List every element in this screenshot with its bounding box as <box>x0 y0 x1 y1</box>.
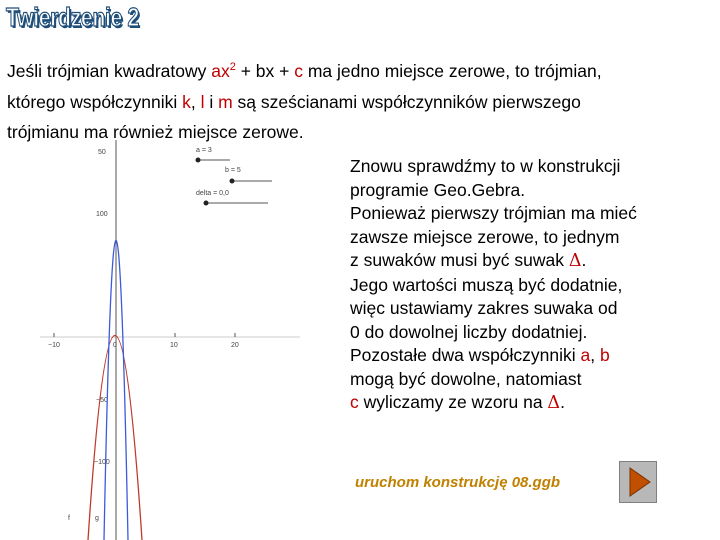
slider-a[interactable] <box>196 147 231 163</box>
svg-text:delta = 0,0: delta = 0,0 <box>196 190 229 197</box>
explanation-line: c wyliczamy ze wzoru na Δ. <box>350 392 565 413</box>
explanation-line: programie Geo.Gebra. <box>350 179 526 200</box>
y-tick-label: −50 <box>96 397 108 404</box>
svg-text:b = 5: b = 5 <box>225 167 241 174</box>
geogebra-graph <box>40 140 300 540</box>
x-tick-label: 20 <box>231 342 239 349</box>
explanation-line: mogą być dowolne, natomiast <box>350 368 582 389</box>
theorem-line-2: którego współczynniki k, l i m są sześcianami współczynników pierwszego <box>7 91 581 112</box>
play-icon <box>620 462 656 502</box>
y-tick-label: 100 <box>96 211 108 218</box>
play-button[interactable] <box>619 461 657 503</box>
explanation-line: 0 do dowolnej liczby dodatniej. <box>350 321 588 342</box>
explanation-line: zawsze miejsce zerowe, to jednym <box>350 226 620 247</box>
explanation-line: Ponieważ pierwszy trójmian ma mieć <box>350 203 637 223</box>
theorem-line-1: Jeśli trójmian kwadratowy $ax^2$ + bx + c ma jedno miejsce zerowe, to trójmian, <box>7 61 602 81</box>
y-tick-label: −100 <box>94 459 110 466</box>
explanation-line: więc ustawiamy zakres suwaka od <box>350 298 618 318</box>
curve-label-g: g <box>95 515 99 522</box>
x-tick-label: −10 <box>48 342 60 349</box>
x-tick-label: 0 <box>113 342 117 349</box>
run-construction-link[interactable]: uruchom konstrukcję 08.ggb <box>355 474 561 491</box>
y-tick-label: 50 <box>98 149 106 156</box>
slide-title: Twierdzenie 2 <box>6 2 139 32</box>
theorem-line-3: trójmianu ma również miejsce zerowe. <box>7 122 304 142</box>
svg-text:a = 3: a = 3 <box>196 147 212 154</box>
explanation-line: z suwaków musi być suwak Δ. <box>350 250 587 271</box>
explanation-line: Znowu sprawdźmy to w konstrukcji <box>350 156 621 176</box>
x-tick-label: 10 <box>170 342 178 349</box>
explanation-line: Jego wartości muszą być dodatnie, <box>350 274 623 295</box>
slider-delta[interactable] <box>196 190 268 206</box>
slider-b[interactable] <box>225 167 272 184</box>
explanation-text <box>350 155 680 416</box>
explanation-line: Pozostałe dwa współczynniki a, b <box>350 345 610 365</box>
curve-f <box>88 336 142 540</box>
theorem-text <box>7 52 712 148</box>
curve-label-f: f <box>68 515 70 522</box>
